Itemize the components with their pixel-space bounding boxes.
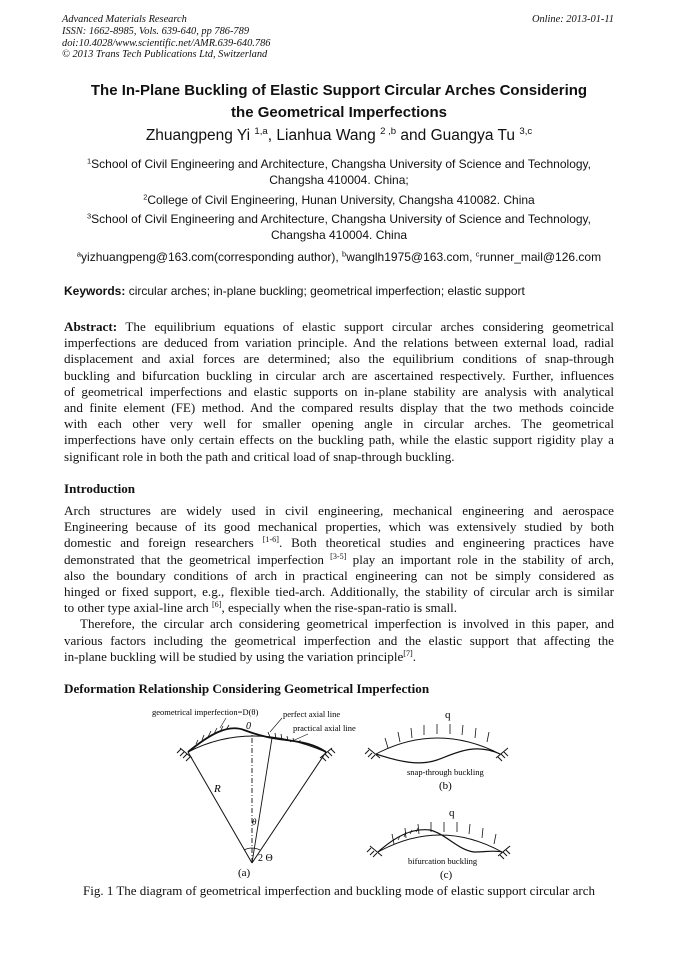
affiliation-2 [50,192,628,208]
email-a[interactable]: yizhuangpeng@163.com(corresponding author), [81,250,343,264]
abstract-line [64,319,614,335]
author-2: Lianhua Wang [276,127,376,144]
intro-line: also the boundary conditions of arch in practical engineering can not be simply considered as [64,567,614,583]
paper-title-line1: The In-Plane Buckling of Elastic Support Circular Arches Considering [90,82,588,99]
journal-header [62,14,270,61]
copyright: © 2013 Trans Tech Publications Ltd, Switzerland [62,49,268,61]
label-c: (c) [440,869,453,881]
email-c[interactable]: runner_mail@126.com [479,250,602,264]
citation[interactable]: [6] [211,600,222,610]
email-sup: c [475,249,480,259]
intro-text: in-plane buckling will be studied by using the variation principle [64,648,404,664]
author-1: Zhuangpeng Yi [145,127,251,144]
author-3-sup: 3,c [519,126,533,138]
intro-line: hinged or fixed support, e.g., flexible tied-arch. Additionally, the stability of circular arch is similar [64,583,614,599]
intro-line: Engineering because of its good mechanical properties, which was extensively studied by both [64,519,614,535]
aff-sup: 1 [87,156,92,166]
author-3: Guangya Tu [430,127,516,144]
intro-line [64,552,614,568]
label-q-c: q [449,807,455,819]
label-snap: snap-through buckling [407,767,484,777]
intro-line [64,600,614,616]
intro-text: domestic and foreign researchers [64,535,263,551]
aff-sup: 2 [143,192,148,202]
figure-b [365,709,508,792]
label-R: R [214,783,221,795]
aff-text: School of Civil Engineering and Architecture, Changsha University of Science and Technology, [91,212,591,226]
abstract-line: imperfections are deduced from variation principle. And the relations between external load, radial [64,335,614,351]
intro-text: Therefore, the circular arch considering geometrical imperfection is involved in this paper, and [80,616,614,632]
citation[interactable]: [7] [403,648,413,658]
keywords-label: Keywords: [64,284,126,298]
label-theta: θ [252,817,257,827]
abstract [64,319,614,465]
affiliation-3 [50,211,628,243]
radius-theta [252,738,272,863]
authors [40,127,638,145]
abstract-line: displacement and axial forces are determined; also the equilibrium conditions of snap-through [64,351,614,367]
snap-mode-b [376,749,500,763]
author-sep: and [396,127,431,144]
intro-line [64,535,614,551]
label-practical: practical axial line [293,723,356,733]
figure-1 [140,700,540,885]
abstract-label: Abstract: [64,319,118,334]
bifurcation-mode-c [378,830,502,852]
intro-text: demonstrated that the geometrical imperfection [64,551,331,567]
label-zero: 0 [246,721,251,732]
abstract-line: with each other very well for smaller opening angle in circular arches. The geometrical [64,416,614,432]
online-date: Online: 2013-01-11 [531,14,614,25]
issn: ISSN: 1662-8985, Vols. 639-640, pp 786-789 [62,25,250,37]
practical-line-pointer [290,734,308,742]
load-arrows-b [385,724,489,748]
keywords-text: circular arches; in-plane buckling; geometrical imperfection; elastic support [125,284,525,298]
intro-line [64,649,614,665]
author-sep: , [267,127,277,144]
section-heading-introduction: Introduction [64,481,136,496]
aff-sup: 3 [87,211,92,221]
figure-caption: Fig. 1 The diagram of geometrical imperfection and buckling mode of elastic support circular arch [82,883,595,898]
intro-line [64,616,614,632]
citation[interactable]: [1-6] [262,535,279,545]
label-q-b: q [445,709,451,721]
label-a: (a) [238,867,251,879]
author-emails [50,249,628,265]
intro-text: , especially when the rise-span-ratio is small. [221,600,458,616]
citation[interactable]: [3-5] [330,551,347,561]
author-1-sup: 1,a [254,126,268,138]
intro-line: Arch structures are widely used in civil engineering, mechanical engineering and aerospace [64,503,614,518]
affiliation-1 [50,156,628,188]
intro-paragraph [64,503,614,665]
email-sup: a [76,249,82,259]
figure-c [367,807,510,881]
abstract-text: The equilibrium equations of elastic support circular arches considering geometrical [125,319,614,334]
aff-text: College of Civil Engineering, Hunan University, Changsha 410082. China [147,193,535,207]
intro-text: play an important role in the stability of arch, [346,551,614,567]
label-imperfection: geometrical imperfection=D(θ) [152,707,259,717]
label-bifurcation: bifurcation buckling [408,856,478,866]
section-heading-deformation: Deformation Relationship Considering Geometrical Imperfection [64,681,430,696]
aff-text: Changsha 410004. China; [269,173,409,187]
author-2-sup: 2 ,b [380,126,397,138]
radius-right [252,752,326,863]
intro-line: various factors including the geometrical imperfection and the elastic support that affecting the [64,632,614,648]
email-b[interactable]: wanglh1975@163.com, [346,250,476,264]
undeformed-arch-b [376,738,500,754]
keywords [64,284,525,298]
label-2theta: 2 Θ [258,853,273,864]
email-sup: b [342,249,347,259]
abstract-line: imperfections have only certain effects on the buckling path, while the elastic support rigidity play a [64,432,614,448]
abstract-line: buckling and bifurcation buckling in circular arch are ascertained respectively. Further, influences [64,367,614,383]
abstract-line: significant role in both the path and critical load of snap-through buckling. [64,448,455,464]
label-b: (b) [439,780,452,792]
figure-a [152,707,356,879]
aff-text: Changsha 410004. China [270,228,408,242]
paper-title-line2: the Geometrical Imperfections [231,104,447,121]
intro-text: . [412,648,417,664]
perfect-line-pointer [270,718,282,732]
aff-text: School of Civil Engineering and Architecture, Changsha University of Science and Technology, [91,157,591,171]
intro-text: . Both theoretical studies and engineering practices have [278,535,614,551]
abstract-line: of geometrical imperfections and elastic supports on in-plane stability are analysis with analytical [64,383,614,399]
journal-name: Advanced Materials Research [62,14,187,25]
intro-text: to other type axial-line arch [64,600,212,616]
label-perfect: perfect axial line [283,709,341,719]
doi: doi:10.4028/www.scientific.net/AMR.639-640.786 [62,37,271,49]
radius-left [188,752,252,863]
abstract-line: and finite element (FE) method. And the compared results display that the two methods coincide [64,399,614,415]
